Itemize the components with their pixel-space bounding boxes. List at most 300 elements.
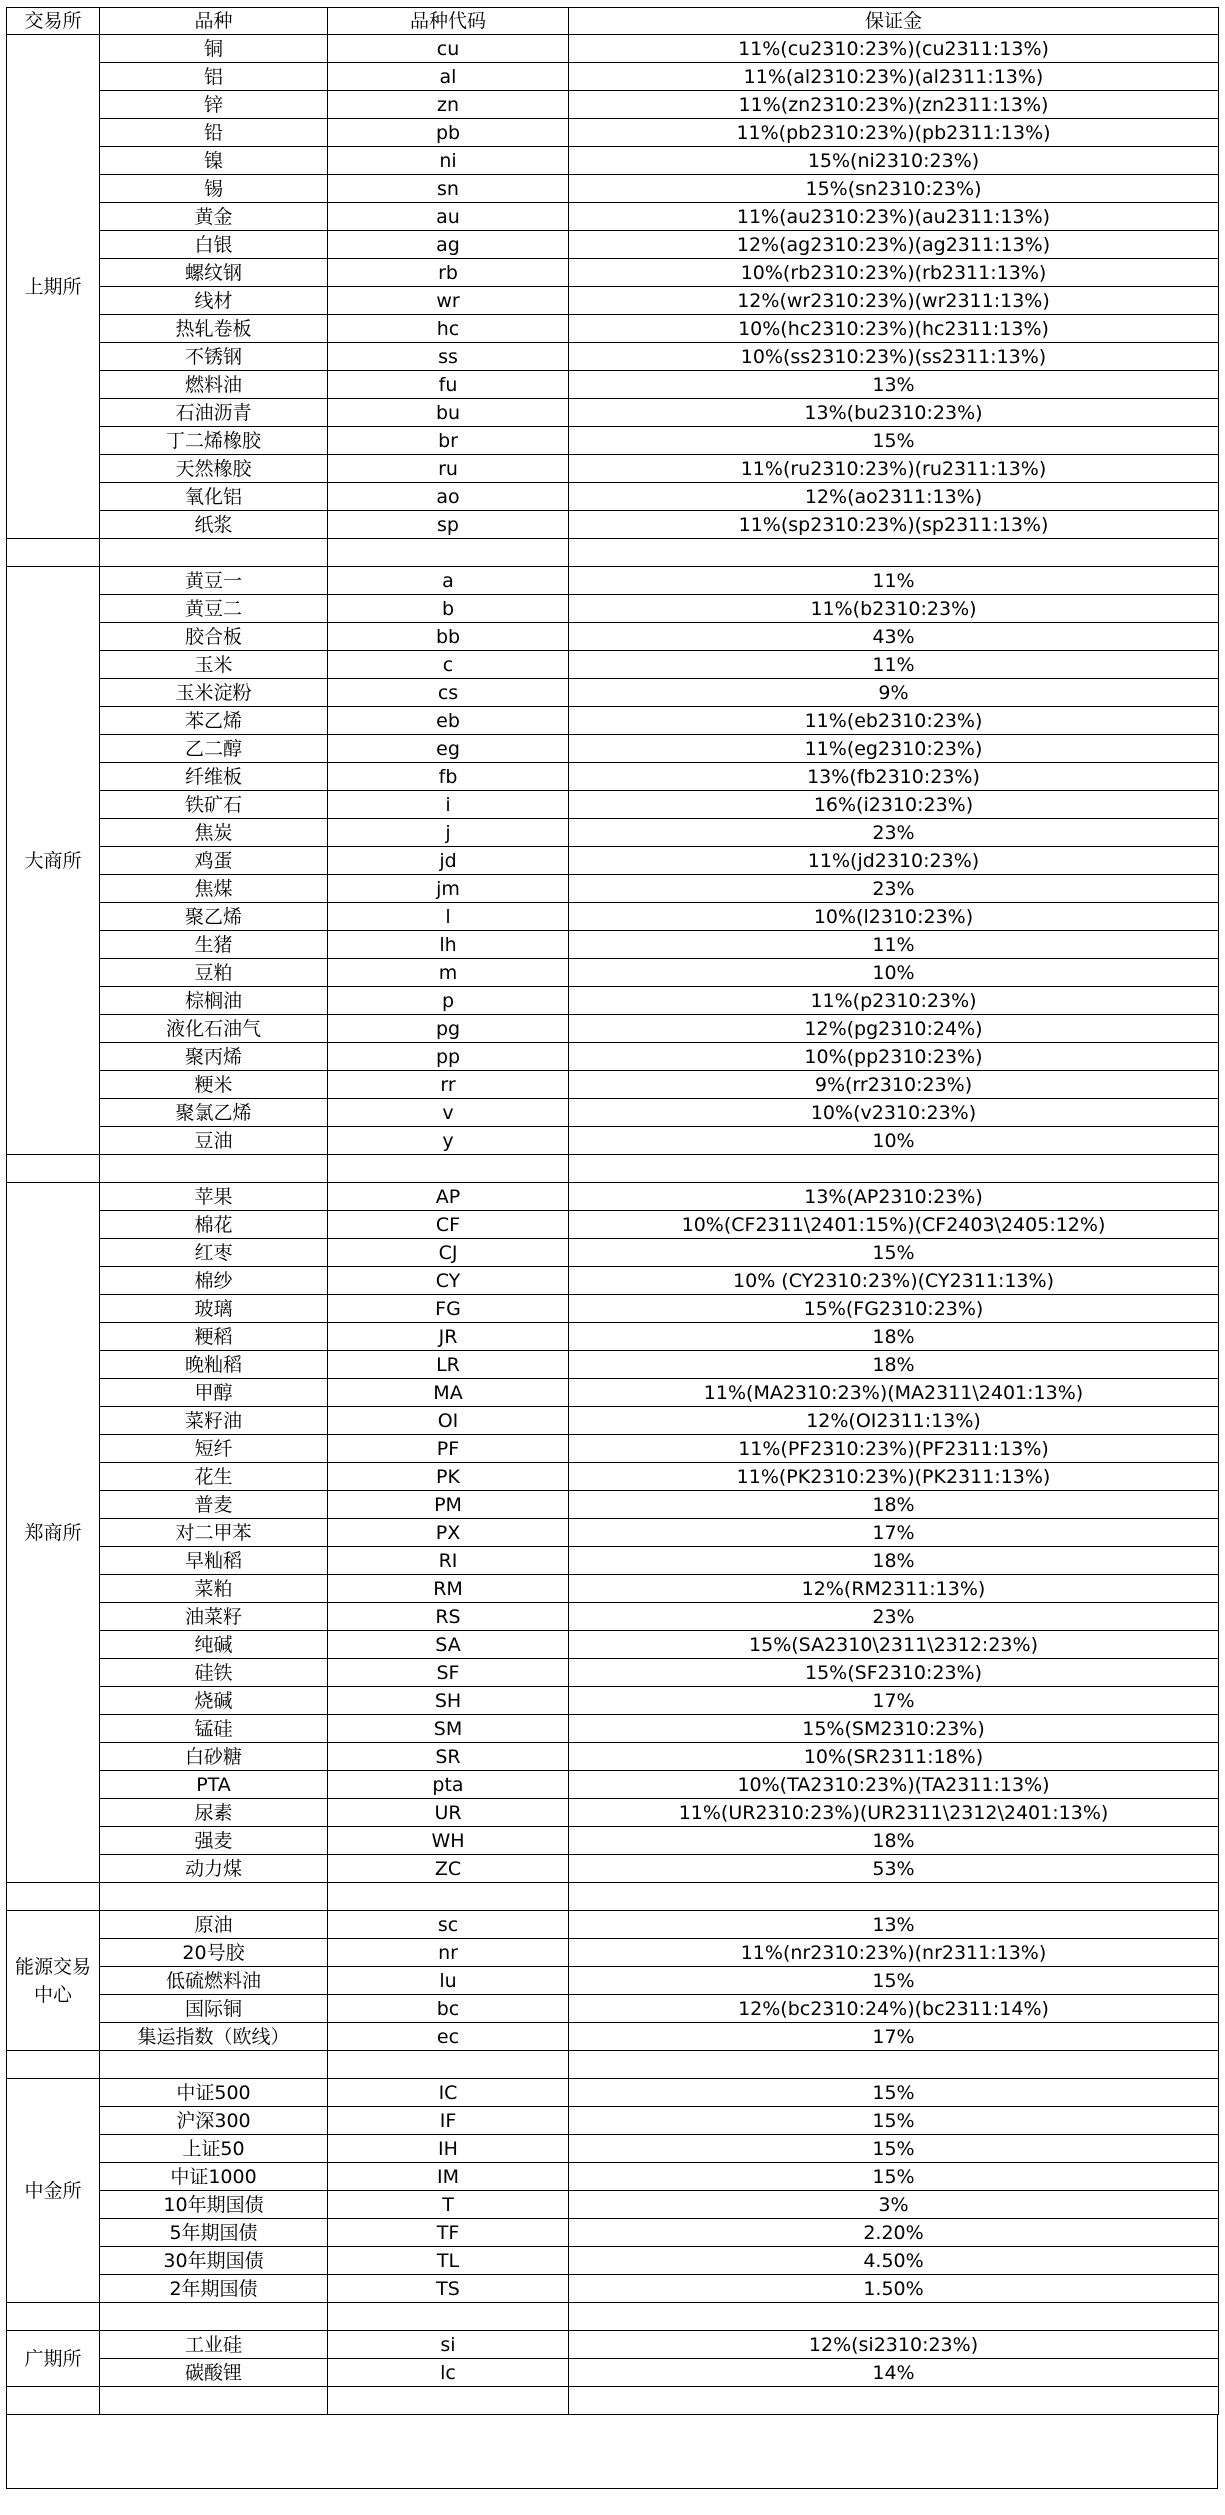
table-row xyxy=(7,1659,1219,1687)
margin-cell[interactable]: 23% xyxy=(569,875,1219,903)
variety-cell[interactable]: 尿素 xyxy=(100,1799,328,1827)
table-row xyxy=(7,119,1219,147)
empty-cell[interactable] xyxy=(100,2303,328,2331)
margin-cell[interactable]: 12%(ag2310:23%)(ag2311:13%) xyxy=(569,231,1219,259)
margin-cell[interactable]: 11% xyxy=(569,567,1219,595)
code-cell[interactable]: sn xyxy=(328,175,569,203)
empty-cell[interactable] xyxy=(569,2303,1219,2331)
margin-cell[interactable]: 53% xyxy=(569,1855,1219,1883)
code-cell[interactable]: PK xyxy=(328,1463,569,1491)
margin-cell[interactable]: 12%(ao2311:13%) xyxy=(569,483,1219,511)
margin-cell[interactable]: 10%(rb2310:23%)(rb2311:13%) xyxy=(569,259,1219,287)
margin-cell[interactable]: 12%(si2310:23%) xyxy=(569,2331,1219,2359)
variety-cell[interactable]: 乙二醇 xyxy=(100,735,328,763)
margin-cell[interactable]: 10% (CY2310:23%)(CY2311:13%) xyxy=(569,1267,1219,1295)
code-cell[interactable]: AP xyxy=(328,1183,569,1211)
variety-cell[interactable]: 20号胶 xyxy=(100,1939,328,1967)
margin-cell[interactable]: 14% xyxy=(569,2359,1219,2387)
variety-cell[interactable]: 强麦 xyxy=(100,1827,328,1855)
code-cell[interactable]: IH xyxy=(328,2135,569,2163)
margin-cell[interactable]: 11%(nr2310:23%)(nr2311:13%) xyxy=(569,1939,1219,1967)
variety-cell[interactable]: 白砂糖 xyxy=(100,1743,328,1771)
code-cell[interactable]: b xyxy=(328,595,569,623)
variety-cell[interactable]: 纯碱 xyxy=(100,1631,328,1659)
margin-cell[interactable]: 18% xyxy=(569,1323,1219,1351)
code-cell[interactable]: CY xyxy=(328,1267,569,1295)
empty-cell[interactable] xyxy=(100,2387,328,2415)
table-row xyxy=(7,1351,1219,1379)
code-cell[interactable]: nr xyxy=(328,1939,569,1967)
code-cell[interactable]: UR xyxy=(328,1799,569,1827)
variety-cell[interactable]: 晚籼稻 xyxy=(100,1351,328,1379)
code-cell[interactable]: sc xyxy=(328,1911,569,1939)
code-cell[interactable]: ru xyxy=(328,455,569,483)
code-cell[interactable]: SF xyxy=(328,1659,569,1687)
variety-cell[interactable]: 苯乙烯 xyxy=(100,707,328,735)
table-row xyxy=(7,1015,1219,1043)
variety-cell[interactable]: 胶合板 xyxy=(100,623,328,651)
code-cell[interactable]: a xyxy=(328,567,569,595)
empty-cell[interactable] xyxy=(100,1883,328,1911)
variety-cell[interactable]: 棉纱 xyxy=(100,1267,328,1295)
margin-cell[interactable]: 10%(TA2310:23%)(TA2311:13%) xyxy=(569,1771,1219,1799)
code-cell[interactable]: PF xyxy=(328,1435,569,1463)
margin-cell[interactable]: 10%(SR2311:18%) xyxy=(569,1743,1219,1771)
header-exchange[interactable]: 交易所 xyxy=(7,8,100,35)
code-cell[interactable]: RM xyxy=(328,1575,569,1603)
table-row xyxy=(7,147,1219,175)
margin-cell[interactable]: 18% xyxy=(569,1491,1219,1519)
code-cell[interactable]: ao xyxy=(328,483,569,511)
variety-cell[interactable]: 菜籽油 xyxy=(100,1407,328,1435)
table-row xyxy=(7,1211,1219,1239)
variety-cell[interactable]: PTA xyxy=(100,1771,328,1799)
variety-cell[interactable]: 玻璃 xyxy=(100,1295,328,1323)
margin-cell[interactable]: 11%(zn2310:23%)(zn2311:13%) xyxy=(569,91,1219,119)
variety-cell[interactable]: 对二甲苯 xyxy=(100,1519,328,1547)
empty-cell[interactable] xyxy=(7,2303,100,2331)
code-cell[interactable]: hc xyxy=(328,315,569,343)
variety-cell[interactable]: 红枣 xyxy=(100,1239,328,1267)
margin-cell[interactable]: 11%(eb2310:23%) xyxy=(569,707,1219,735)
table-row xyxy=(7,595,1219,623)
code-cell[interactable]: ni xyxy=(328,147,569,175)
empty-cell[interactable] xyxy=(7,539,100,567)
margin-cell[interactable]: 15%(FG2310:23%) xyxy=(569,1295,1219,1323)
margin-cell[interactable]: 11%(pb2310:23%)(pb2311:13%) xyxy=(569,119,1219,147)
variety-cell[interactable]: 低硫燃料油 xyxy=(100,1967,328,1995)
margin-cell[interactable]: 11%(al2310:23%)(al2311:13%) xyxy=(569,63,1219,91)
empty-footer-area[interactable] xyxy=(6,2414,1218,2489)
variety-cell[interactable]: 中证1000 xyxy=(100,2163,328,2191)
code-cell[interactable]: bu xyxy=(328,399,569,427)
code-cell[interactable]: jd xyxy=(328,847,569,875)
margin-cell[interactable]: 17% xyxy=(569,1519,1219,1547)
variety-cell[interactable]: 玉米淀粉 xyxy=(100,679,328,707)
margin-cell[interactable]: 13%(fb2310:23%) xyxy=(569,763,1219,791)
margin-spreadsheet xyxy=(6,7,1218,2415)
code-cell[interactable]: LR xyxy=(328,1351,569,1379)
margin-cell[interactable]: 43% xyxy=(569,623,1219,651)
variety-cell[interactable]: 不锈钢 xyxy=(100,343,328,371)
variety-cell[interactable]: 镍 xyxy=(100,147,328,175)
variety-cell[interactable]: 普麦 xyxy=(100,1491,328,1519)
table-row xyxy=(7,735,1219,763)
table-row xyxy=(7,1435,1219,1463)
margin-cell[interactable]: 12%(pg2310:24%) xyxy=(569,1015,1219,1043)
code-cell[interactable]: au xyxy=(328,203,569,231)
margin-cell[interactable]: 12%(wr2310:23%)(wr2311:13%) xyxy=(569,287,1219,315)
exchange-cell[interactable]: 广期所 xyxy=(7,2331,100,2387)
code-cell[interactable]: eg xyxy=(328,735,569,763)
code-cell[interactable]: PX xyxy=(328,1519,569,1547)
code-cell[interactable]: m xyxy=(328,959,569,987)
exchange-cell[interactable]: 郑商所 xyxy=(7,1183,100,1883)
margin-cell[interactable]: 17% xyxy=(569,1687,1219,1715)
empty-cell[interactable] xyxy=(328,2051,569,2079)
code-cell[interactable]: ss xyxy=(328,343,569,371)
variety-cell[interactable]: 焦煤 xyxy=(100,875,328,903)
margin-cell[interactable]: 18% xyxy=(569,1827,1219,1855)
table-row xyxy=(7,903,1219,931)
variety-cell[interactable]: 棕榈油 xyxy=(100,987,328,1015)
variety-cell[interactable]: 早籼稻 xyxy=(100,1547,328,1575)
margin-cell[interactable]: 11%(UR2310:23%)(UR2311\2312\2401:13%) xyxy=(569,1799,1219,1827)
variety-cell[interactable]: 铅 xyxy=(100,119,328,147)
exchange-cell[interactable]: 大商所 xyxy=(7,567,100,1155)
table-row xyxy=(7,511,1219,539)
margin-cell[interactable]: 15%(SM2310:23%) xyxy=(569,1715,1219,1743)
variety-cell[interactable]: 上证50 xyxy=(100,2135,328,2163)
variety-cell[interactable]: 玉米 xyxy=(100,651,328,679)
margin-cell[interactable]: 11%(MA2310:23%)(MA2311\2401:13%) xyxy=(569,1379,1219,1407)
empty-cell[interactable] xyxy=(569,2387,1219,2415)
table-row xyxy=(7,1379,1219,1407)
table-row xyxy=(7,2275,1219,2303)
code-cell[interactable]: i xyxy=(328,791,569,819)
margin-cell[interactable]: 15%(sn2310:23%) xyxy=(569,175,1219,203)
variety-cell[interactable]: 白银 xyxy=(100,231,328,259)
empty-cell[interactable] xyxy=(7,2387,100,2415)
code-cell[interactable]: SR xyxy=(328,1743,569,1771)
margin-cell[interactable]: 15% xyxy=(569,2163,1219,2191)
variety-cell[interactable]: 棉花 xyxy=(100,1211,328,1239)
code-cell[interactable]: cs xyxy=(328,679,569,707)
code-cell[interactable]: lu xyxy=(328,1967,569,1995)
code-cell[interactable]: jm xyxy=(328,875,569,903)
code-cell[interactable]: pp xyxy=(328,1043,569,1071)
variety-cell[interactable]: 10年期国债 xyxy=(100,2191,328,2219)
code-cell[interactable]: RS xyxy=(328,1603,569,1631)
code-cell[interactable]: lc xyxy=(328,2359,569,2387)
variety-cell[interactable]: 燃料油 xyxy=(100,371,328,399)
margin-cell[interactable]: 15% xyxy=(569,1967,1219,1995)
margin-cell[interactable]: 11%(jd2310:23%) xyxy=(569,847,1219,875)
code-cell[interactable]: bc xyxy=(328,1995,569,2023)
margin-cell[interactable]: 12%(bc2310:24%)(bc2311:14%) xyxy=(569,1995,1219,2023)
code-cell[interactable]: MA xyxy=(328,1379,569,1407)
code-cell[interactable]: sp xyxy=(328,511,569,539)
code-cell[interactable]: bb xyxy=(328,623,569,651)
variety-cell[interactable]: 液化石油气 xyxy=(100,1015,328,1043)
exchange-cell[interactable]: 上期所 xyxy=(7,35,100,539)
code-cell[interactable]: si xyxy=(328,2331,569,2359)
margin-cell[interactable]: 10%(v2310:23%) xyxy=(569,1099,1219,1127)
margin-cell[interactable]: 12%(OI2311:13%) xyxy=(569,1407,1219,1435)
empty-cell[interactable] xyxy=(569,2051,1219,2079)
variety-cell[interactable]: 国际铜 xyxy=(100,1995,328,2023)
header-row xyxy=(7,8,1219,35)
code-cell[interactable]: TS xyxy=(328,2275,569,2303)
empty-cell[interactable] xyxy=(569,539,1219,567)
margin-cell[interactable]: 16%(i2310:23%) xyxy=(569,791,1219,819)
variety-cell[interactable]: 螺纹钢 xyxy=(100,259,328,287)
margin-cell[interactable]: 11%(p2310:23%) xyxy=(569,987,1219,1015)
variety-cell[interactable]: 石油沥青 xyxy=(100,399,328,427)
variety-cell[interactable]: 动力煤 xyxy=(100,1855,328,1883)
margin-cell[interactable]: 18% xyxy=(569,1351,1219,1379)
variety-cell[interactable]: 铁矿石 xyxy=(100,791,328,819)
code-cell[interactable]: pg xyxy=(328,1015,569,1043)
margin-table xyxy=(6,7,1219,2415)
code-cell[interactable]: l xyxy=(328,903,569,931)
margin-cell[interactable]: 15% xyxy=(569,2079,1219,2107)
code-cell[interactable]: PM xyxy=(328,1491,569,1519)
code-cell[interactable]: p xyxy=(328,987,569,1015)
header-variety[interactable]: 品种 xyxy=(100,8,328,35)
code-cell[interactable]: TL xyxy=(328,2247,569,2275)
empty-cell[interactable] xyxy=(7,1883,100,1911)
table-row xyxy=(7,231,1219,259)
margin-cell[interactable]: 13%(bu2310:23%) xyxy=(569,399,1219,427)
margin-cell[interactable]: 23% xyxy=(569,819,1219,847)
table-row xyxy=(7,1183,1219,1211)
code-cell[interactable]: cu xyxy=(328,35,569,63)
variety-cell[interactable]: 2年期国债 xyxy=(100,2275,328,2303)
empty-cell[interactable] xyxy=(328,1155,569,1183)
variety-cell[interactable]: 黄豆二 xyxy=(100,595,328,623)
margin-cell[interactable]: 10%(l2310:23%) xyxy=(569,903,1219,931)
margin-cell[interactable]: 10%(hc2310:23%)(hc2311:13%) xyxy=(569,315,1219,343)
code-cell[interactable]: TF xyxy=(328,2219,569,2247)
variety-cell[interactable]: 氧化铝 xyxy=(100,483,328,511)
code-cell[interactable]: ec xyxy=(328,2023,569,2051)
margin-cell[interactable]: 11%(b2310:23%) xyxy=(569,595,1219,623)
variety-cell[interactable]: 烧碱 xyxy=(100,1687,328,1715)
margin-cell[interactable]: 15% xyxy=(569,2135,1219,2163)
code-cell[interactable]: IC xyxy=(328,2079,569,2107)
code-cell[interactable]: CF xyxy=(328,1211,569,1239)
table-row xyxy=(7,1295,1219,1323)
variety-cell[interactable]: 工业硅 xyxy=(100,2331,328,2359)
empty-cell[interactable] xyxy=(328,539,569,567)
margin-cell[interactable]: 15% xyxy=(569,2107,1219,2135)
variety-cell[interactable]: 花生 xyxy=(100,1463,328,1491)
code-cell[interactable]: FG xyxy=(328,1295,569,1323)
margin-cell[interactable]: 15% xyxy=(569,1239,1219,1267)
margin-cell[interactable]: 15% xyxy=(569,427,1219,455)
variety-cell[interactable]: 线材 xyxy=(100,287,328,315)
variety-cell[interactable]: 聚丙烯 xyxy=(100,1043,328,1071)
code-cell[interactable]: ZC xyxy=(328,1855,569,1883)
code-cell[interactable]: RI xyxy=(328,1547,569,1575)
code-cell[interactable]: JR xyxy=(328,1323,569,1351)
table-row xyxy=(7,2023,1219,2051)
code-cell[interactable]: T xyxy=(328,2191,569,2219)
code-cell[interactable]: fb xyxy=(328,763,569,791)
margin-cell[interactable]: 13% xyxy=(569,371,1219,399)
code-cell[interactable]: SM xyxy=(328,1715,569,1743)
margin-cell[interactable]: 13% xyxy=(569,1911,1219,1939)
variety-cell[interactable]: 原油 xyxy=(100,1911,328,1939)
variety-cell[interactable]: 纤维板 xyxy=(100,763,328,791)
variety-cell[interactable]: 中证500 xyxy=(100,2079,328,2107)
table-row xyxy=(7,931,1219,959)
code-cell[interactable]: al xyxy=(328,63,569,91)
margin-cell[interactable]: 11%(cu2310:23%)(cu2311:13%) xyxy=(569,35,1219,63)
margin-cell[interactable]: 15%(SF2310:23%) xyxy=(569,1659,1219,1687)
code-cell[interactable]: wr xyxy=(328,287,569,315)
margin-cell[interactable]: 1.50% xyxy=(569,2275,1219,2303)
empty-cell[interactable] xyxy=(569,1883,1219,1911)
empty-cell[interactable] xyxy=(569,1155,1219,1183)
margin-cell[interactable]: 11% xyxy=(569,651,1219,679)
margin-cell[interactable]: 4.50% xyxy=(569,2247,1219,2275)
header-code[interactable]: 品种代码 xyxy=(328,8,569,35)
variety-cell[interactable]: 硅铁 xyxy=(100,1659,328,1687)
code-cell[interactable]: ag xyxy=(328,231,569,259)
variety-cell[interactable]: 热轧卷板 xyxy=(100,315,328,343)
margin-cell[interactable]: 9%(rr2310:23%) xyxy=(569,1071,1219,1099)
margin-cell[interactable]: 13%(AP2310:23%) xyxy=(569,1183,1219,1211)
table-row xyxy=(7,1603,1219,1631)
empty-cell[interactable] xyxy=(100,2051,328,2079)
code-cell[interactable]: br xyxy=(328,427,569,455)
empty-cell[interactable] xyxy=(7,2051,100,2079)
code-cell[interactable]: SA xyxy=(328,1631,569,1659)
variety-cell[interactable]: 集运指数（欧线） xyxy=(100,2023,328,2051)
variety-cell[interactable]: 锌 xyxy=(100,91,328,119)
empty-cell[interactable] xyxy=(100,1155,328,1183)
margin-cell[interactable]: 11%(PF2310:23%)(PF2311:13%) xyxy=(569,1435,1219,1463)
margin-cell[interactable]: 11%(ru2310:23%)(ru2311:13%) xyxy=(569,455,1219,483)
variety-cell[interactable]: 5年期国债 xyxy=(100,2219,328,2247)
variety-cell[interactable]: 沪深300 xyxy=(100,2107,328,2135)
header-margin[interactable]: 保证金 xyxy=(569,8,1219,35)
table-row xyxy=(7,959,1219,987)
exchange-cell[interactable]: 中金所 xyxy=(7,2079,100,2303)
variety-cell[interactable]: 锡 xyxy=(100,175,328,203)
margin-cell[interactable]: 3% xyxy=(569,2191,1219,2219)
code-cell[interactable]: y xyxy=(328,1127,569,1155)
table-row xyxy=(7,63,1219,91)
table-row xyxy=(7,1491,1219,1519)
margin-cell[interactable]: 11% xyxy=(569,931,1219,959)
code-cell[interactable]: pta xyxy=(328,1771,569,1799)
empty-cell[interactable] xyxy=(328,2303,569,2331)
margin-cell[interactable]: 10% xyxy=(569,1127,1219,1155)
margin-cell[interactable]: 10%(ss2310:23%)(ss2311:13%) xyxy=(569,343,1219,371)
variety-cell[interactable]: 纸浆 xyxy=(100,511,328,539)
variety-cell[interactable]: 豆油 xyxy=(100,1127,328,1155)
margin-cell[interactable]: 11%(au2310:23%)(au2311:13%) xyxy=(569,203,1219,231)
margin-cell[interactable]: 15%(SA2310\2311\2312:23%) xyxy=(569,1631,1219,1659)
code-cell[interactable]: IF xyxy=(328,2107,569,2135)
margin-cell[interactable]: 18% xyxy=(569,1547,1219,1575)
margin-cell[interactable]: 10%(pp2310:23%) xyxy=(569,1043,1219,1071)
code-cell[interactable]: j xyxy=(328,819,569,847)
code-cell[interactable]: pb xyxy=(328,119,569,147)
margin-cell[interactable]: 9% xyxy=(569,679,1219,707)
variety-cell[interactable]: 粳稻 xyxy=(100,1323,328,1351)
variety-cell[interactable]: 豆粕 xyxy=(100,959,328,987)
variety-cell[interactable]: 苹果 xyxy=(100,1183,328,1211)
code-cell[interactable]: lh xyxy=(328,931,569,959)
code-cell[interactable]: rr xyxy=(328,1071,569,1099)
exchange-cell[interactable]: 能源交易中心 xyxy=(7,1911,100,2051)
variety-cell[interactable]: 锰硅 xyxy=(100,1715,328,1743)
variety-cell[interactable]: 焦炭 xyxy=(100,819,328,847)
code-cell[interactable]: v xyxy=(328,1099,569,1127)
margin-cell[interactable]: 15%(ni2310:23%) xyxy=(569,147,1219,175)
empty-cell[interactable] xyxy=(100,539,328,567)
code-cell[interactable]: eb xyxy=(328,707,569,735)
variety-cell[interactable]: 黄豆一 xyxy=(100,567,328,595)
variety-cell[interactable]: 聚乙烯 xyxy=(100,903,328,931)
variety-cell[interactable]: 鸡蛋 xyxy=(100,847,328,875)
empty-cell[interactable] xyxy=(328,2387,569,2415)
variety-cell[interactable]: 铝 xyxy=(100,63,328,91)
margin-cell[interactable]: 11%(PK2310:23%)(PK2311:13%) xyxy=(569,1463,1219,1491)
variety-cell[interactable]: 黄金 xyxy=(100,203,328,231)
empty-cell[interactable] xyxy=(7,1155,100,1183)
margin-cell[interactable]: 17% xyxy=(569,2023,1219,2051)
variety-cell[interactable]: 油菜籽 xyxy=(100,1603,328,1631)
empty-cell[interactable] xyxy=(328,1883,569,1911)
margin-cell[interactable]: 23% xyxy=(569,1603,1219,1631)
code-cell[interactable]: fu xyxy=(328,371,569,399)
code-cell[interactable]: IM xyxy=(328,2163,569,2191)
table-row xyxy=(7,791,1219,819)
code-cell[interactable]: c xyxy=(328,651,569,679)
code-cell[interactable]: SH xyxy=(328,1687,569,1715)
variety-cell[interactable]: 聚氯乙烯 xyxy=(100,1099,328,1127)
variety-cell[interactable]: 铜 xyxy=(100,35,328,63)
variety-cell[interactable]: 丁二烯橡胶 xyxy=(100,427,328,455)
variety-cell[interactable]: 粳米 xyxy=(100,1071,328,1099)
code-cell[interactable]: zn xyxy=(328,91,569,119)
margin-cell[interactable]: 2.20% xyxy=(569,2219,1219,2247)
margin-cell[interactable]: 12%(RM2311:13%) xyxy=(569,1575,1219,1603)
margin-cell[interactable]: 10%(CF2311\2401:15%)(CF2403\2405:12%) xyxy=(569,1211,1219,1239)
table-row xyxy=(7,987,1219,1015)
code-cell[interactable]: rb xyxy=(328,259,569,287)
variety-cell[interactable]: 短纤 xyxy=(100,1435,328,1463)
variety-cell[interactable]: 天然橡胶 xyxy=(100,455,328,483)
margin-cell[interactable]: 11%(sp2310:23%)(sp2311:13%) xyxy=(569,511,1219,539)
variety-cell[interactable]: 碳酸锂 xyxy=(100,2359,328,2387)
table-row xyxy=(7,2219,1219,2247)
variety-cell[interactable]: 菜粕 xyxy=(100,1575,328,1603)
code-cell[interactable]: WH xyxy=(328,1827,569,1855)
code-cell[interactable]: OI xyxy=(328,1407,569,1435)
variety-cell[interactable]: 甲醇 xyxy=(100,1379,328,1407)
variety-cell[interactable]: 30年期国债 xyxy=(100,2247,328,2275)
variety-cell[interactable]: 生猪 xyxy=(100,931,328,959)
margin-cell[interactable]: 11%(eg2310:23%) xyxy=(569,735,1219,763)
code-cell[interactable]: CJ xyxy=(328,1239,569,1267)
margin-cell[interactable]: 10% xyxy=(569,959,1219,987)
